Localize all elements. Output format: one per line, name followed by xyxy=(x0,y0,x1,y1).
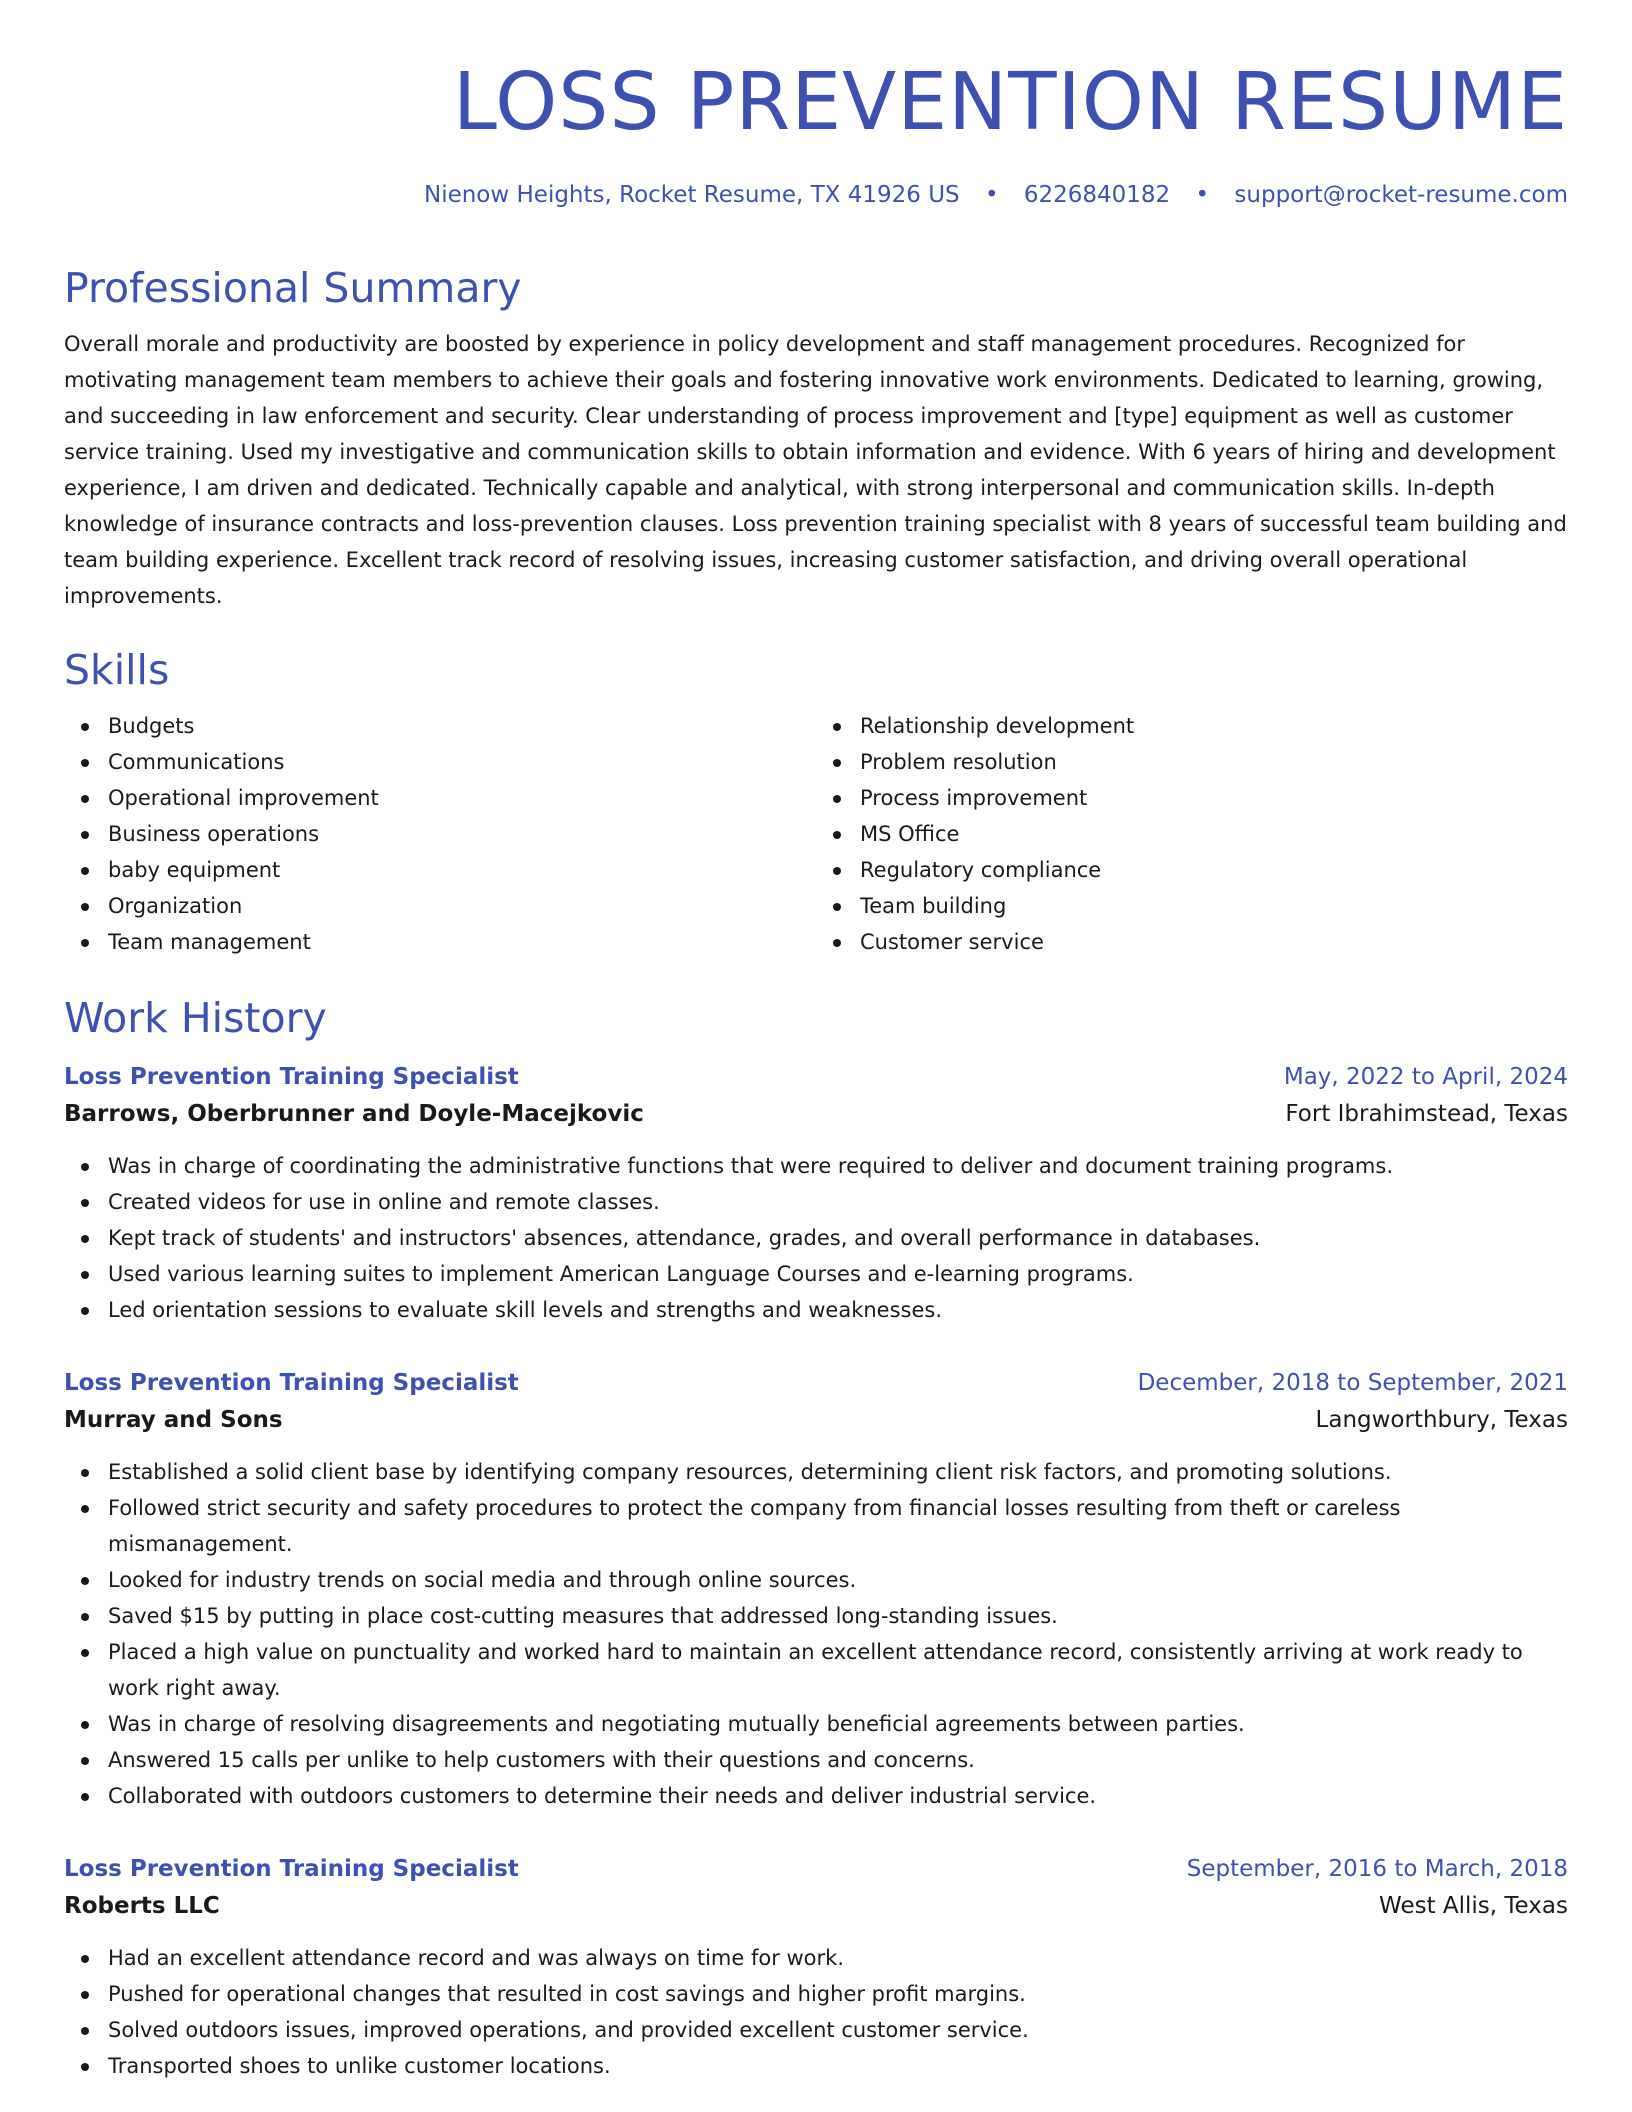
job-bullet: Answered 15 calls per unlike to help customers with their questions and concerns. xyxy=(108,1742,1568,1778)
job-header-row xyxy=(64,1366,1568,1400)
skill-item: Team building xyxy=(860,888,1568,924)
job-bullet: Transported shoes to unlike customer locations. xyxy=(108,2048,1568,2084)
job-bullets xyxy=(64,1940,1568,2084)
job-bullets xyxy=(64,1454,1568,1814)
job-bullets xyxy=(64,1148,1568,1328)
contact-separator: • xyxy=(1195,182,1210,208)
job-employer: Roberts LLC xyxy=(64,1893,220,1919)
job-bullet: Solved outdoors issues, improved operations, and provided excellent customer service. xyxy=(108,2012,1568,2048)
job-employer-row xyxy=(64,1094,1568,1134)
job-dates: September, 2016 to March, 2018 xyxy=(1186,1856,1568,1882)
job-bullet: Established a solid client base by identifying company resources, determining client risk factors, and promoting solutions. xyxy=(108,1454,1568,1490)
skill-item: Relationship development xyxy=(860,708,1568,744)
job-location: Fort Ibrahimstead, Texas xyxy=(1285,1101,1568,1127)
skills-column-right xyxy=(816,708,1568,960)
work-history-heading: Work History xyxy=(64,994,327,1042)
skill-item: Regulatory compliance xyxy=(860,852,1568,888)
job-entry xyxy=(64,1852,1568,2084)
resume-title: LOSS PREVENTION RESUME xyxy=(452,56,1568,148)
job-title: Loss Prevention Training Specialist xyxy=(64,1064,519,1090)
skill-item: Organization xyxy=(108,888,816,924)
skill-item: Operational improvement xyxy=(108,780,816,816)
job-location: West Allis, Texas xyxy=(1379,1893,1568,1919)
contact-separator: • xyxy=(984,182,999,208)
skill-item: Business operations xyxy=(108,816,816,852)
skill-item: Process improvement xyxy=(860,780,1568,816)
job-bullet: Was in charge of resolving disagreements and negotiating mutually beneficial agreements between parties. xyxy=(108,1706,1568,1742)
job-bullet: Collaborated with outdoors customers to determine their needs and deliver industrial service. xyxy=(108,1778,1568,1814)
skills-column-left xyxy=(64,708,816,960)
job-bullet: Had an excellent attendance record and was always on time for work. xyxy=(108,1940,1568,1976)
job-employer-row xyxy=(64,1886,1568,1926)
job-bullet: Created videos for use in online and remote classes. xyxy=(108,1184,1568,1220)
job-header-row xyxy=(64,1852,1568,1886)
job-title: Loss Prevention Training Specialist xyxy=(64,1856,519,1882)
skills-heading: Skills xyxy=(64,646,170,694)
job-bullet: Was in charge of coordinating the administrative functions that were required to deliver and document training programs. xyxy=(108,1148,1568,1184)
job-bullet: Pushed for operational changes that resulted in cost savings and higher profit margins. xyxy=(108,1976,1568,2012)
job-bullet: Saved $15 by putting in place cost-cutting measures that addressed long-standing issues. xyxy=(108,1598,1568,1634)
resume-page xyxy=(64,0,1568,2084)
job-title: Loss Prevention Training Specialist xyxy=(64,1370,519,1396)
skill-item: Problem resolution xyxy=(860,744,1568,780)
summary-heading: Professional Summary xyxy=(64,264,522,312)
job-dates: May, 2022 to April, 2024 xyxy=(1283,1064,1568,1090)
job-bullet: Followed strict security and safety procedures to protect the company from financial losses resulting from theft or careless mismanagement. xyxy=(108,1490,1568,1562)
skill-item: Customer service xyxy=(860,924,1568,960)
job-employer-row xyxy=(64,1400,1568,1440)
contact-phone: 6226840182 xyxy=(1023,182,1171,208)
job-employer: Barrows, Oberbrunner and Doyle-Macejkovic xyxy=(64,1101,644,1127)
job-bullet: Used various learning suites to implement American Language Courses and e-learning programs. xyxy=(108,1256,1568,1292)
contact-address: Nienow Heights, Rocket Resume, TX 41926 US xyxy=(423,182,960,208)
job-bullet: Led orientation sessions to evaluate skill levels and strengths and weaknesses. xyxy=(108,1292,1568,1328)
skill-item: MS Office xyxy=(860,816,1568,852)
job-header-row xyxy=(64,1060,1568,1094)
skill-item: Communications xyxy=(108,744,816,780)
contact-line xyxy=(64,178,1568,212)
skill-item: baby equipment xyxy=(108,852,816,888)
job-bullet: Looked for industry trends on social media and through online sources. xyxy=(108,1562,1568,1598)
skill-item: Team management xyxy=(108,924,816,960)
summary-text: Overall morale and productivity are boosted by experience in policy development and staff management procedures. Recognized for motivating management team members to achieve their goals and fostering innovative work environments. Dedicated to learning, growing, and succeeding in law enforcement and security. Clear understanding of process improvement and [type] equipment as well as customer service training. Used my investigative and communication skills to obtain information and evidence. With 6 years of hiring and development experience, I am driven and dedicated. Technically capable and analytical, with strong interpersonal and communication skills. In-depth knowledge of insurance contracts and loss-prevention clauses. Loss prevention training specialist with 8 years of successful team building and team building experience. Excellent track record of resolving issues, increasing customer satisfaction, and driving overall operational improvements. xyxy=(64,332,1567,608)
job-bullet: Kept track of students' and instructors' absences, attendance, grades, and overall performance in databases. xyxy=(108,1220,1568,1256)
job-bullet: Placed a high value on punctuality and worked hard to maintain an excellent attendance record, consistently arriving at work ready to work right away. xyxy=(108,1634,1568,1706)
skills-grid xyxy=(64,708,1568,960)
job-employer: Murray and Sons xyxy=(64,1407,283,1433)
contact-email: support@rocket-resume.com xyxy=(1234,182,1568,208)
skill-item: Budgets xyxy=(108,708,816,744)
job-dates: December, 2018 to September, 2021 xyxy=(1137,1370,1568,1396)
job-location: Langworthbury, Texas xyxy=(1315,1407,1568,1433)
job-entry xyxy=(64,1060,1568,1328)
job-entry xyxy=(64,1366,1568,1814)
